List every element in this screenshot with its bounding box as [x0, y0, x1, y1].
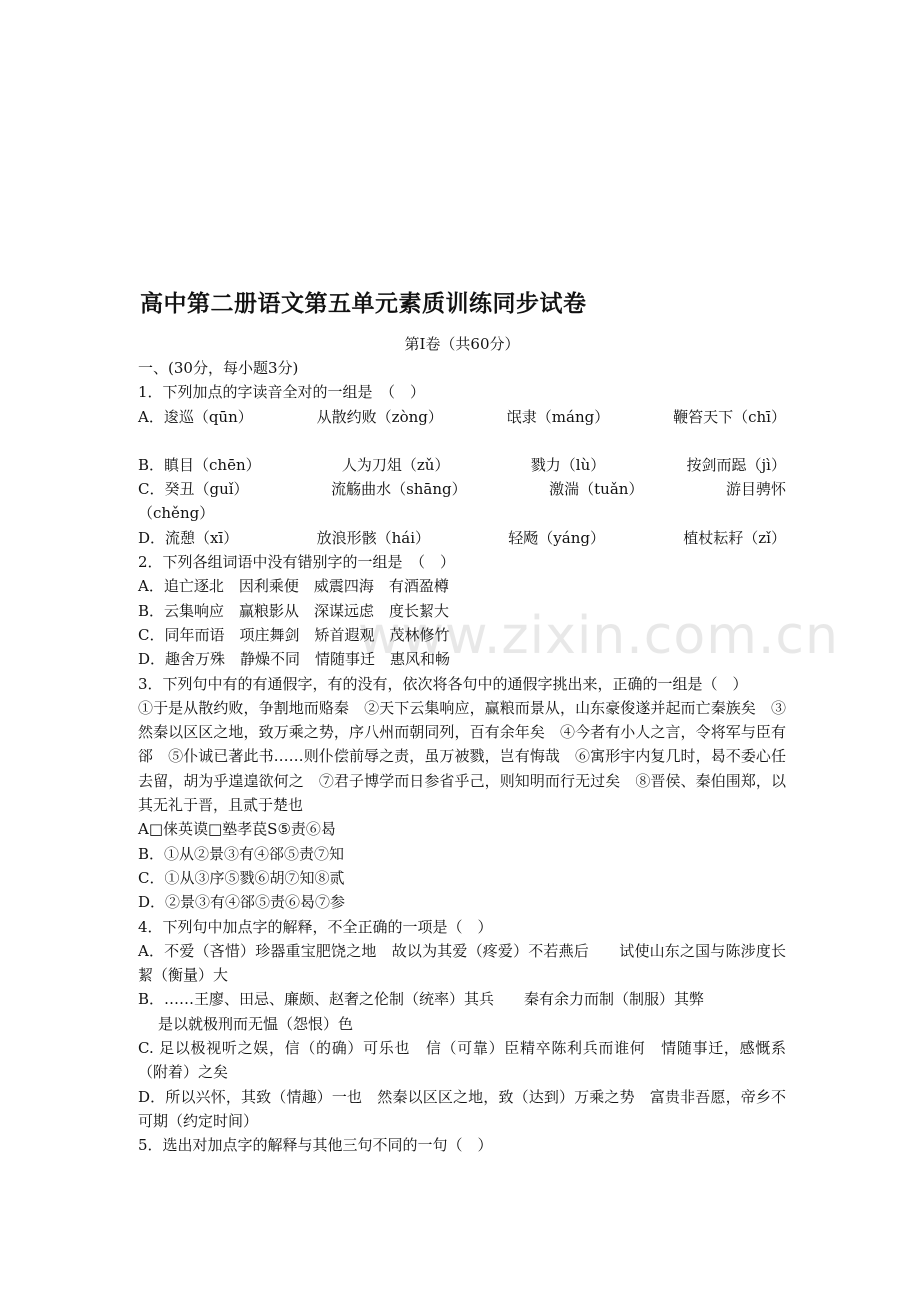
option-item: B．瞋目（chēn） — [138, 455, 261, 474]
question-4-option-b-cont: 是以就极刑而无愠（怨恨）色 — [158, 1014, 354, 1033]
watermark: www.zixin.com.cn — [358, 606, 839, 666]
question-3-stem: 3．下列句中有的有通假字，有的没有，依次将各句中的通假字挑出来，正确的一组是（ ） — [138, 674, 748, 693]
option-item: 植杖耘耔（zǐ） — [683, 528, 786, 547]
question-1-option-c — [138, 477, 786, 501]
option-item: 戮力（lù） — [530, 455, 606, 474]
option-item: C．癸丑（guǐ） — [138, 480, 249, 499]
paper-subtitle: 第Ⅰ卷（共60分） — [404, 335, 520, 353]
question-1-option-a — [138, 405, 786, 429]
option-item: 鞭笞天下（chī） — [673, 407, 786, 426]
exam-page — [138, 284, 786, 1158]
question-2-option-b: B．云集响应 赢粮影从 深谋远虑 度长絜大 — [138, 601, 450, 620]
question-4-stem: 4．下列句中加点字的解释，不全正确的一项是（ ） — [138, 917, 493, 936]
question-3-passage: ①于是从散约败，争割地而赂秦 ②天下云集响应，赢粮而景从，山东豪俊遂并起而亡秦族矣 ③然秦以区区之地，致万乘之势，序八州而朝同列，百有余年矣 ④今者有小人之言，令将军与臣有郤 ⑤仆诚已著此书……则仆偿前辱之责，虽万被戮，岂有悔哉 ⑥寓形宇内复几时，曷不委心任去留，胡为乎遑遑欲何之 ⑦君子博学而日参省乎己，则知明而行无过矣 ⑧晋侯、秦伯围郑，以其无礼于晋，且贰于楚也 — [138, 698, 786, 815]
option-item: D．流憩（xī） — [138, 528, 239, 547]
question-3-option-d: D．②景③有④郤⑤责⑥曷⑦参 — [138, 893, 346, 912]
option-item: 按剑而跽（jì） — [686, 455, 786, 474]
question-3-option-b: B．①从②景③有④郤⑤责⑦知 — [138, 844, 345, 863]
option-item: 人为刀俎（zǔ） — [341, 455, 450, 474]
question-2-option-c: C．同年而语 项庄舞剑 矫首遐观 茂林修竹 — [138, 625, 450, 644]
question-3-option-a: A□俫英谟□塾孝苠S⑤责⑥曷 — [138, 820, 336, 839]
question-3-option-c: C．①从③序⑤戮⑥胡⑦知⑧贰 — [138, 868, 345, 887]
option-item: A．逡巡（qūn） — [138, 407, 253, 426]
option-item: 游目骋怀 — [725, 480, 786, 499]
question-1-option-b — [138, 453, 786, 477]
question-4-option-d: D．所以兴怀，其致（情趣）一也 然秦以区区之地，致（达到）万乘之势 富贵非吾愿，帝乡不可期（约定时间） — [138, 1087, 786, 1130]
option-item: 轻飏（yáng） — [508, 528, 605, 547]
question-5-stem: 5．选出对加点字的解释与其他三句不同的一句（ ） — [138, 1136, 493, 1155]
question-4-option-c: C. 足以极视听之娱，信（的确）可乐也 信（可靠）臣精卒陈利兵而谁何 情随事迁，感慨系（附着）之矣 — [138, 1039, 786, 1082]
option-item: 氓隶（máng） — [506, 407, 610, 426]
section-heading: 一、(30分，每小题3分) — [138, 359, 299, 377]
option-item: 放浪形骸（hái） — [316, 528, 430, 547]
question-2-option-d: D．趣舍万殊 静燥不同 情随事迁 惠风和畅 — [138, 650, 451, 669]
question-1-stem: 1．下列加点的字读音全对的一组是 （ ） — [138, 383, 426, 402]
page-title: 高中第二册语文第五单元素质训练同步试卷 — [140, 291, 587, 317]
question-2-stem: 2．下列各组词语中没有错别字的一组是 （ ） — [138, 553, 456, 572]
question-1-option-c-cont: （chěng） — [138, 504, 215, 523]
option-item: 从散约败（zòng） — [316, 407, 443, 426]
question-1-option-d — [138, 526, 786, 550]
option-item: 激湍（tuǎn） — [549, 480, 644, 499]
question-4-option-a: A．不爱（吝惜）珍器重宝肥饶之地 故以为其爱（疼爱）不若燕后 试使山东之国与陈涉度长絜（衡量）大 — [138, 941, 786, 985]
option-item: 流觞曲水（shāng） — [331, 480, 467, 499]
question-4-option-b: B．……王廖、田忌、廉颇、赵奢之伦制（统率）其兵 秦有余力而制（制服）其弊 — [138, 990, 705, 1009]
question-2-option-a: A．追亡逐北 因利乘便 威震四海 有酒盈樽 — [138, 577, 449, 596]
